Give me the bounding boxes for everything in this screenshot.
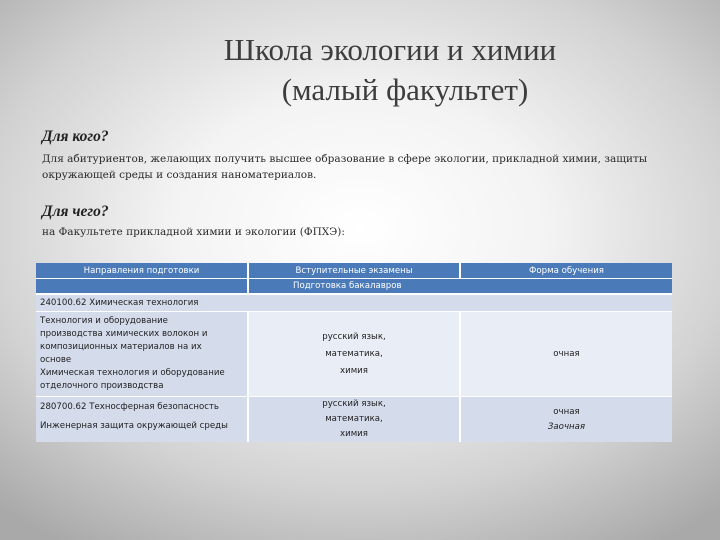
direction-line: композиционных материалов на их (40, 342, 202, 352)
exam-line: математика, (325, 348, 383, 359)
form-cell (460, 397, 672, 443)
title-line-1: Школа экологии и химии (223, 32, 557, 67)
direction-line: основе (40, 355, 72, 365)
subheader-blank (36, 279, 248, 295)
heading-for-whom: Для кого? (42, 128, 109, 145)
header-directions: Направления подготовки (36, 263, 248, 279)
directions-cell (36, 397, 248, 443)
table-row (36, 294, 672, 312)
exams-cell (248, 312, 460, 397)
table-row (36, 397, 672, 443)
form-line: очная (553, 406, 580, 417)
direction-line: Химическая технология и оборудование (40, 368, 225, 378)
directions-cell (36, 312, 248, 397)
exam-line: русский язык, (322, 399, 386, 409)
header-form: Форма обучения (460, 263, 672, 279)
exam-line: химия (340, 429, 368, 439)
title-line-2: (малый факультет) (281, 72, 529, 107)
header-exams: Вступительные экзамены (248, 263, 460, 279)
heading-what-for: Для чего? (42, 203, 109, 220)
exams-cell (248, 397, 460, 443)
exam-line: математика, (325, 414, 383, 424)
direction-line: Инженерная защита окружающей среды (40, 421, 228, 431)
subheader-bachelor: Подготовка бакалавров (248, 279, 672, 295)
exam-line: русский язык, (322, 331, 386, 342)
direction-line: производства химических волокон и (40, 329, 208, 339)
specialty-chemical-technology: 240100.62 Химическая технология (36, 294, 672, 312)
paragraph-for-whom: Для абитуриентов, желающих получить высшее образование в сфере экологии, прикладной химии, защиты окружающей среды и создания наноматериалов. (42, 153, 648, 181)
direction-line: отделочного производства (40, 381, 164, 391)
form-cell: очная (460, 312, 672, 397)
programs-table (36, 263, 672, 442)
slide-title (0, 30, 720, 110)
table-row (36, 312, 672, 397)
table-subheader-row (36, 279, 672, 295)
paragraph-what-for: на Факультете прикладной химии и экологии (ФПХЭ): (42, 226, 345, 238)
table-header-row (36, 263, 672, 279)
form-line: Заочная (547, 421, 586, 432)
direction-line: Технология и оборудование (40, 316, 168, 326)
exam-line: химия (340, 365, 368, 376)
direction-line: 280700.62 Техносферная безопасность (40, 402, 220, 412)
